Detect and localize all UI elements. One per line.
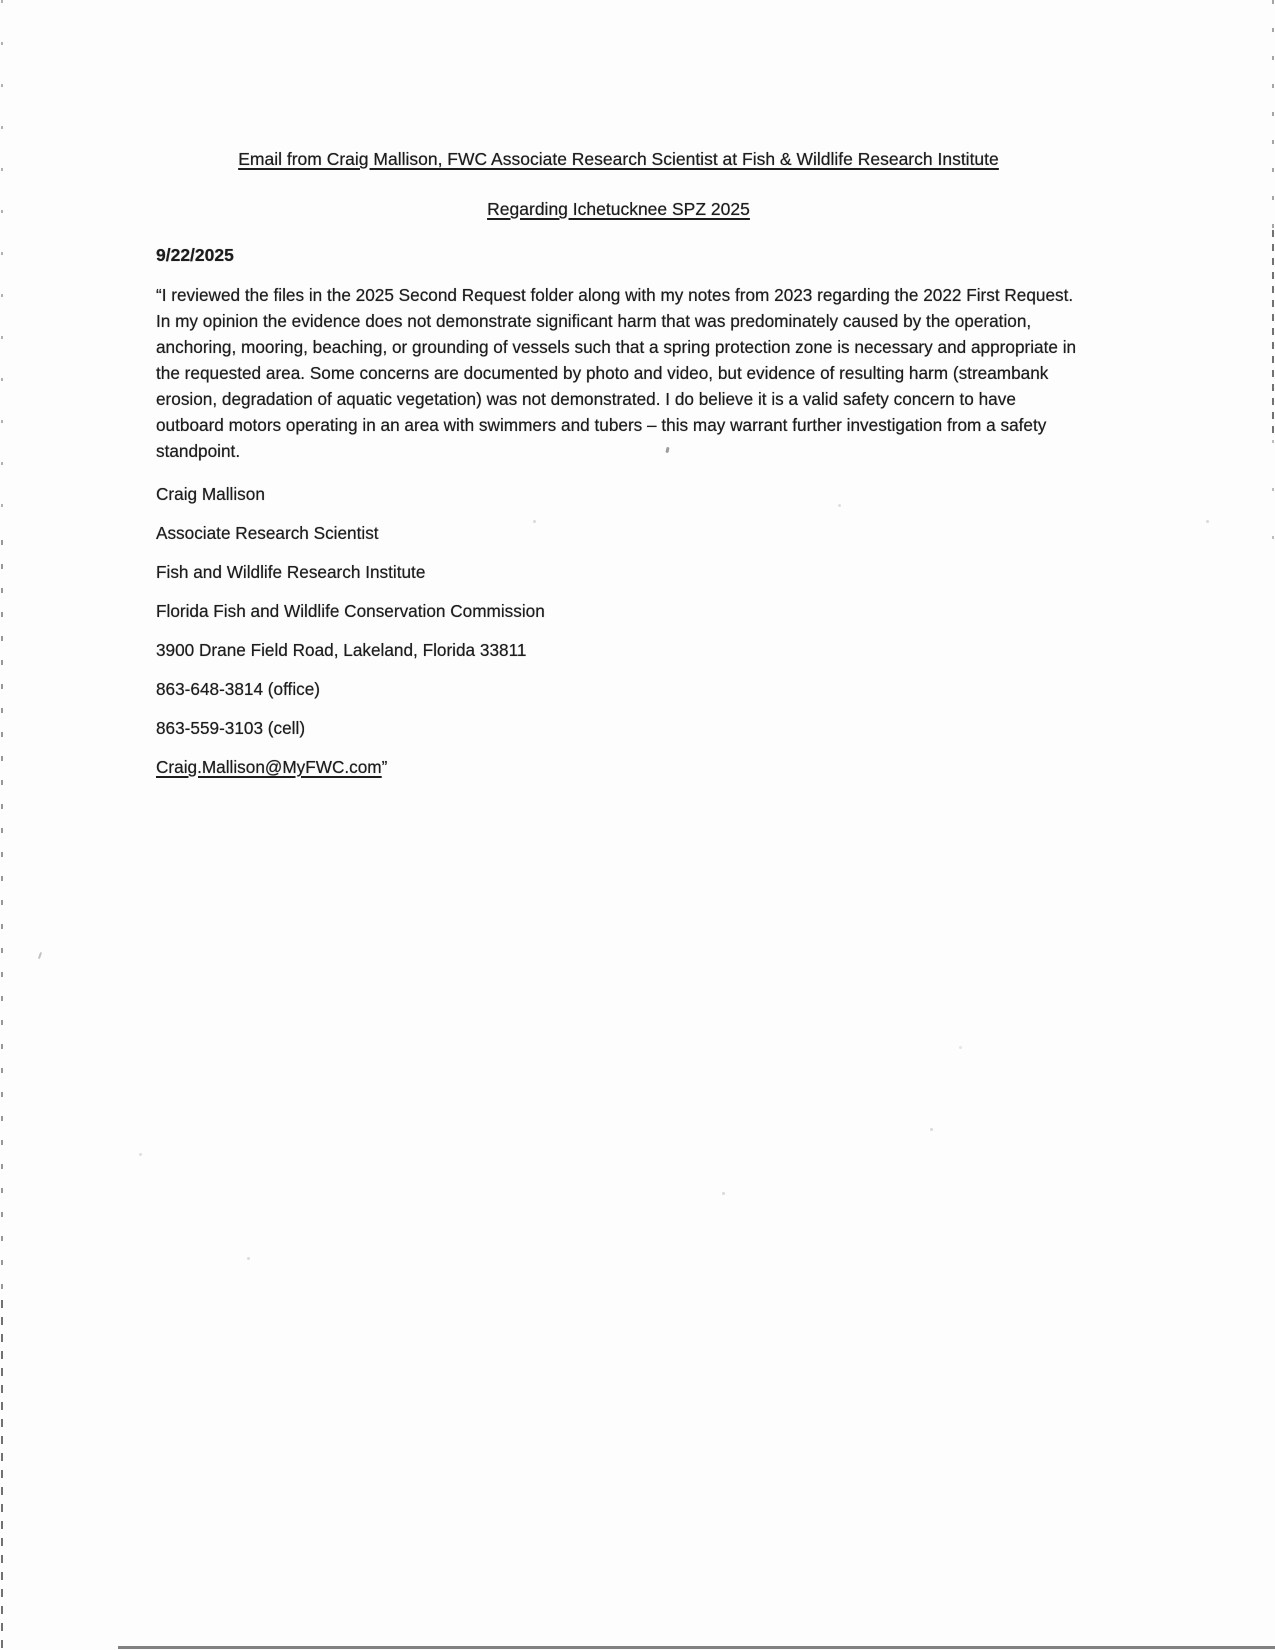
scan-artifact-speck <box>1206 520 1209 523</box>
scan-artifact-right-edge-top <box>1272 0 1274 230</box>
signature-phone-cell: 863-559-3103 (cell) <box>156 718 306 738</box>
signature-address: 3900 Drane Field Road, Lakeland, Florida 33811 <box>156 640 527 660</box>
signature-phone-office: 863-648-3814 (office) <box>156 679 321 699</box>
document-title <box>156 148 1081 171</box>
scan-artifact-speck <box>247 1257 250 1260</box>
scan-artifact-speck <box>533 520 536 523</box>
signature-institute: Fish and Wildlife Research Institute <box>156 562 426 582</box>
scan-artifact-left-edge-mid <box>1 540 3 1300</box>
signature-email: Craig.Mallison@MyFWC.com <box>156 757 382 777</box>
document-content <box>156 148 1081 780</box>
scan-artifact-bottom-line <box>118 1646 1275 1649</box>
document-subtitle <box>156 198 1081 221</box>
signature-email-line <box>156 754 1081 780</box>
scan-artifact-speck <box>959 1046 962 1049</box>
document-title-text: Email from Craig Mallison, FWC Associate Research Scientist at Fish & Wildlife Research Institute <box>238 149 999 169</box>
scan-artifact-left-edge-bottom <box>1 1300 3 1650</box>
scan-artifact-speck <box>722 1192 725 1195</box>
document-date: 9/22/2025 <box>156 245 234 265</box>
signature-name: Craig Mallison <box>156 484 265 504</box>
scan-artifact-speck <box>139 1153 142 1156</box>
scan-artifact-right-edge-mid <box>1272 230 1274 440</box>
scan-artifact-speck <box>838 504 841 507</box>
closing-quote: ” <box>381 757 388 777</box>
document-subtitle-text: Regarding Ichetucknee SPZ 2025 <box>487 199 750 219</box>
scan-artifact-speck <box>38 952 42 959</box>
body-paragraph: “I reviewed the files in the 2025 Second Request folder along with my notes from 2023 regarding the 2022 First Request. In my opinion the evidence does not demonstrate significant harm that was predominately caused by the operation, anchoring, mooring, beaching, or grounding of vessels such that a spring protection zone is necessary and appropriate in the requested area. Some concerns are documented by photo and video, but evidence of resulting harm (streambank erosion, degradation of aquatic vegetation) was not demonstrated. I do believe it is a valid safety concern to have outboard motors operating in an area with swimmers and tubers – this may warrant further investigation from a safety standpoint. <box>156 285 1077 461</box>
scan-artifact-speck <box>930 1128 933 1131</box>
signature-job-title: Associate Research Scientist <box>156 523 379 543</box>
scan-artifact-right-edge-low <box>1272 440 1274 570</box>
signature-agency: Florida Fish and Wildlife Conservation Commission <box>156 601 545 621</box>
signature-block <box>156 481 1081 780</box>
scan-artifact-left-edge-top <box>1 0 3 540</box>
